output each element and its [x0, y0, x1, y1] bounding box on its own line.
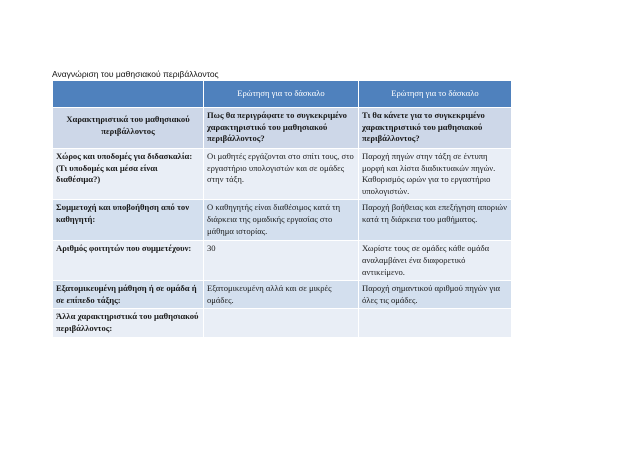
- row-action: [359, 309, 512, 337]
- row-description: Οι μαθητές εργάζονται στο σπίτι τους, στο εργαστήριο υπολογιστών και σε ομάδες στην τάξη.: [204, 149, 359, 200]
- row-description: Εξατομικευμένη αλλά και σε μικρές ομάδες.: [204, 281, 359, 309]
- learning-environment-table: [52, 80, 512, 338]
- row-label: Αριθμός φοιτητών που συμμετέχουν:: [53, 241, 204, 281]
- row-action: Χωρίστε τους σε ομάδες κάθε ομάδα αναλαμβάνει ένα διαφορετικό αντικείμενο.: [359, 241, 512, 281]
- row-label: Συμμετοχή και υποβοήθηση από τον καθηγητή:: [53, 200, 204, 241]
- table-row: [53, 309, 512, 337]
- row-action: Παροχή βοήθειας και επεξήγηση αποριών κατά τη διάρκεια του μαθήματος.: [359, 200, 512, 241]
- row-label: Άλλα χαρακτηριστικά του μαθησιακού περιβάλλοντος:: [53, 309, 204, 337]
- header-cell-teacher-question-2: Ερώτηση για το δάσκαλο: [359, 81, 512, 108]
- row-action: Παροχή πηγών στην τάξη σε έντυπη μορφή και λίστα διαδικτυακών πηγών. Καθορισμός ωρών για το εργαστήριο υπολογιστών.: [359, 149, 512, 200]
- document-title: Αναγνώριση του μαθησιακού περιβάλλοντος: [52, 69, 219, 79]
- row-label: Χώρος και υποδομές για διδασκαλία: (Τι υποδομές και μέσα είναι διαθέσιμα?): [53, 149, 204, 200]
- table-header-row: [53, 81, 512, 108]
- table-row: [53, 241, 512, 281]
- table-row: [53, 149, 512, 200]
- subheader-action-question: Τι θα κάνετε για το συγκεκριμένο χαρακτηριστικό του μαθησιακού περιβάλλοντος?: [359, 108, 512, 149]
- row-action: Παροχή σημαντικού αριθμού πηγών για όλες τις ομάδες.: [359, 281, 512, 309]
- row-description: [204, 309, 359, 337]
- subheader-description-question: Πως θα περιγράφατε το συγκεκριμένο χαρακτηριστικό του μαθησιακού περιβάλλοντος?: [204, 108, 359, 149]
- table-row: [53, 281, 512, 309]
- header-cell-empty: [53, 81, 204, 108]
- row-label: Εξατομικευμένη μάθηση ή σε ομάδα ή σε επίπεδο τάξης:: [53, 281, 204, 309]
- header-cell-teacher-question-1: Ερώτηση για το δάσκαλο: [204, 81, 359, 108]
- table-subheader-row: [53, 108, 512, 149]
- table-row: [53, 200, 512, 241]
- subheader-characteristics: Χαρακτηριστικά του μαθησιακού περιβάλλοντος: [53, 108, 204, 149]
- row-description: Ο καθηγητής είναι διαθέσιμος κατά τη διάρκεια της ομαδικής εργασίας στο μάθημα ιστορίας.: [204, 200, 359, 241]
- row-description: 30: [204, 241, 359, 281]
